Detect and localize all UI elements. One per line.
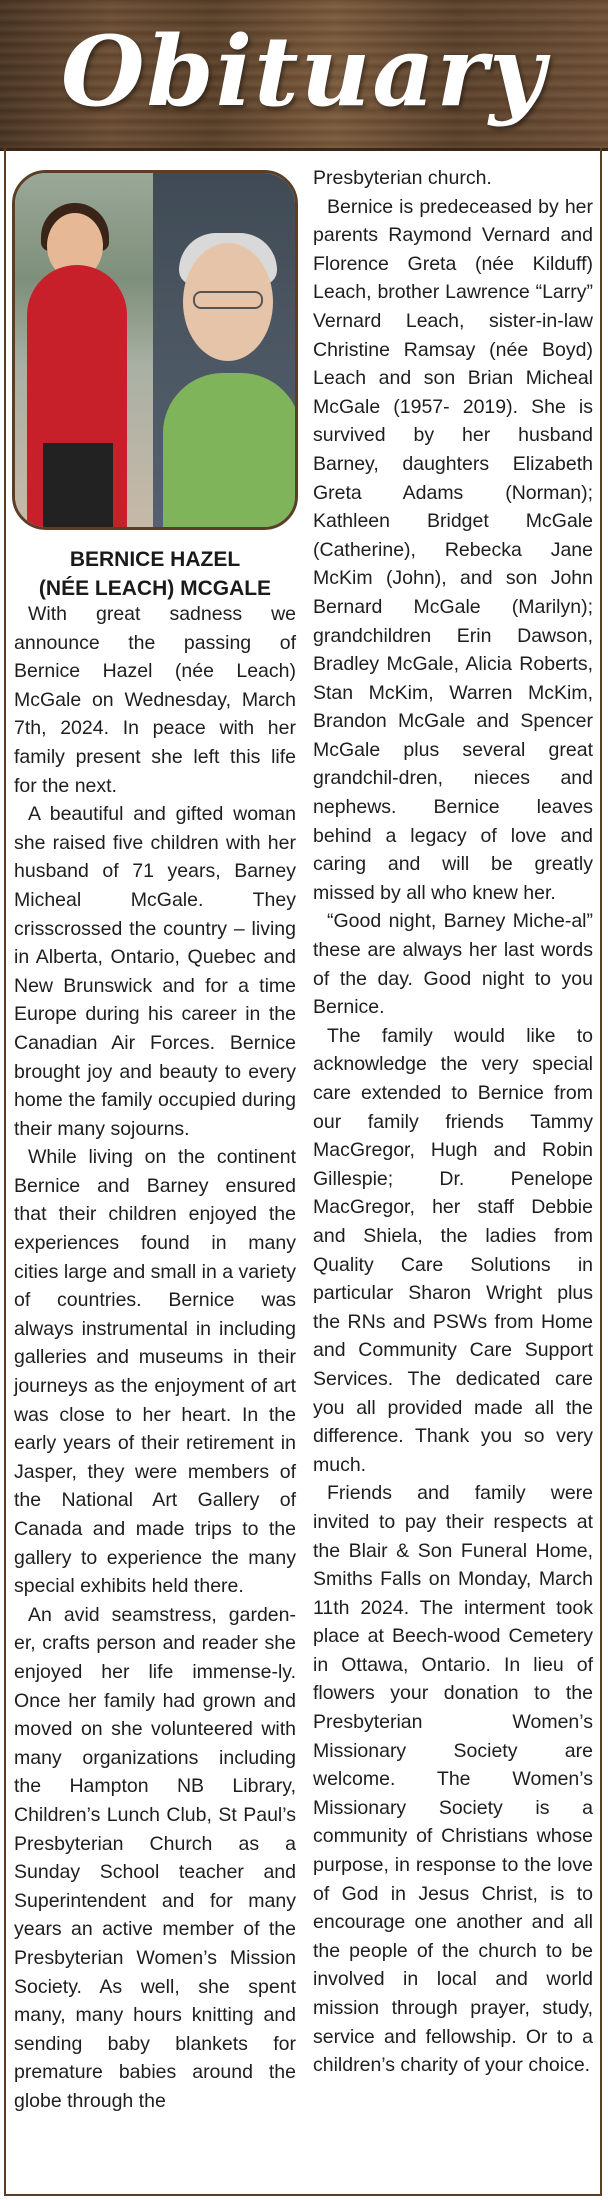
paragraph: With great sadness we announce the passing of Bernice Hazel (née Leach) McGale on Wednesday, March 7th, 2024. In peace with her family present she left this life for the next. — [14, 603, 296, 797]
deceased-name-line1: BERNICE HAZEL — [69, 548, 241, 571]
paragraph: The family would like to acknowledge the very special care extended to Bernice from our family friends Tammy MacGregor, Hugh and Robin Gillespie; Dr. Penelope MacGregor, her staff Debbie and Shiela, the ladies from Quality Care Solutions in particular Sharon Wright plus the RNs and PSWs from Home and Community Care Support Services. The dedicated care you all provided made all the difference. Thank you so very much. — [313, 1024, 593, 1476]
photo-elder-portrait — [153, 173, 298, 527]
right-column-text — [313, 164, 593, 2080]
photo-figure-skirt — [43, 443, 113, 530]
banner-title: Obituary — [61, 15, 547, 128]
paragraph: While living on the continent Bernice and Barney ensured that their children enjoyed the experiences found in many cities large and small in a variety of countries. Bernice was always instrumental in including galleries and museums in their journeys as the enjoyment of art was close to her heart. In the early years of their retirement in Jasper, they were members of the National Art Gallery of Canada and made trips to the gallery to experience the many special exhibits held there. — [14, 1146, 296, 1598]
deceased-name — [12, 545, 298, 603]
deceased-name-line2: (NÉE LEACH) MCGALE — [38, 577, 272, 600]
paragraph: Bernice is predeceased by her parents Raymond Vernard and Florence Greta (née Kilduff) Leach, brother Lawrence “Larry” Vernard Leach, sister-in-law Christine Ramsay (née Boyd) Leach and son Brian Micheal McGale (1957- 2019). She is survived by her husband Barney, daughters Elizabeth Greta Adams (Norman); Kathleen Bridget McGale (Catherine), Rebecka Jane McKim (John), and son John Bernard McGale (Marilyn); grandchildren Erin Dawson, Bradley McGale, Alicia Roberts, Stan McKim, Warren McKim, Brandon McGale and Spencer McGale plus several great grandchil-dren, nieces and nephews. Bernice leaves behind a legacy of love and caring and will be greatly missed by all who knew her. — [313, 195, 593, 904]
paragraph-continued: Presbyterian church. — [313, 167, 492, 189]
photo-figure-green-cardigan — [163, 373, 298, 530]
photo-figure-glasses — [193, 291, 263, 309]
paragraph: A beautiful and gifted woman she raised five children with her husband of 71 years, Barney Micheal McGale. They crisscrossed the country – living in Alberta, Ontario, Quebec and New Brunswick and for a time Europe during his career in the Canadian Air Forces. Bernice brought joy and beauty to every home the family occupied during their many sojourns. — [14, 803, 296, 1140]
memorial-photo — [12, 170, 298, 530]
photo-young-portrait — [15, 173, 153, 527]
paragraph: “Good night, Barney Miche-al” these are always her last words of the day. Good night to you Bernice. — [313, 910, 593, 1019]
left-column-text — [14, 600, 296, 2115]
obituary-banner — [0, 0, 608, 151]
paragraph: An avid seamstress, garden-er, crafts person and reader she enjoyed her life immense-ly. Once her family had grown and moved on she volunteered with many organizations including the Hampton NB Library, Children’s Lunch Club, St Paul’s Presbyterian Church as a Sunday School teacher and Superintendent and for many years an active member of the Presbyterian Women’s Mission Society. As well, she spent many, many hours knitting and sending baby blankets for premature babies around the globe through the — [14, 1603, 296, 2112]
paragraph: Friends and family were invited to pay their respects at the Blair & Son Funeral Home, Smiths Falls on Monday, March 11th 2024. The interment took place at Beech-wood Cemetery in Ottawa, Ontario. In lieu of flowers your donation to the Presbyterian Women’s Missionary Society are welcome. The Women’s Missionary Society is a community of Christians whose purpose, in response to the love of God in Jesus Christ, is to encourage one another and all the people of the church to be involved in local and world mission through prayer, study, service and fellowship. Or to a children’s charity of your choice. — [313, 1482, 593, 2077]
